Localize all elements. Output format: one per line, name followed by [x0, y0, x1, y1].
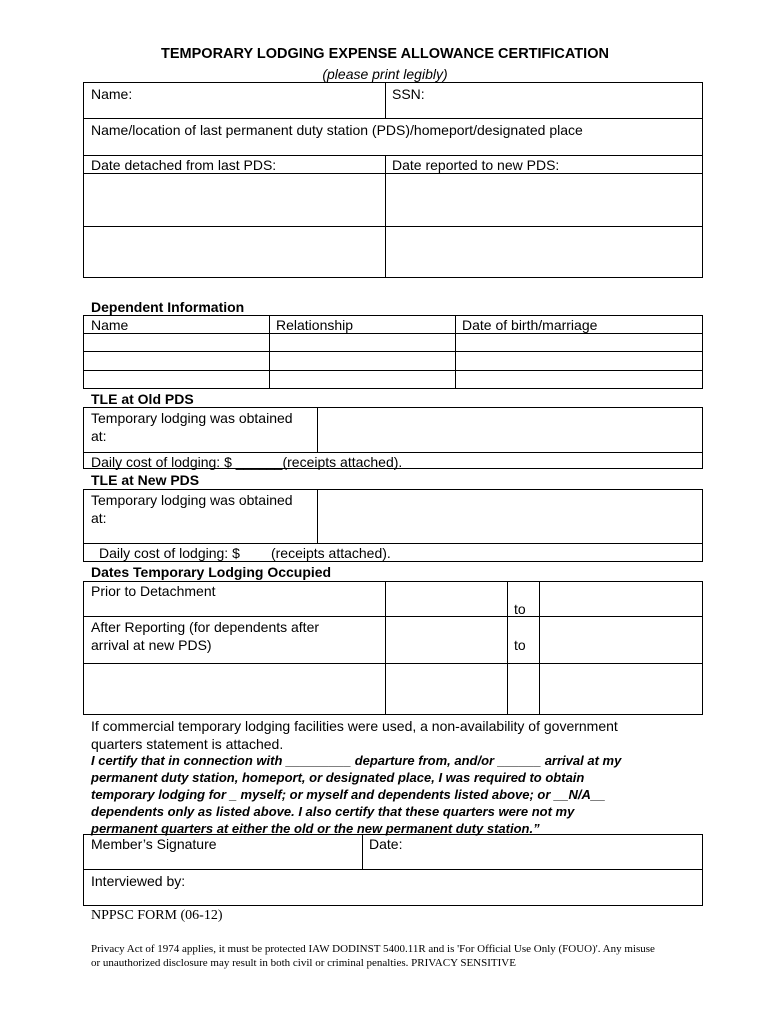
- tle-new-lodging-label: Temporary lodging was obtained: [91, 492, 293, 508]
- form-subtitle: (please print legibly): [322, 66, 448, 82]
- tle-old-lodging-label: Temporary lodging was obtained: [91, 410, 293, 426]
- interviewed-by-field[interactable]: Interviewed by:: [91, 873, 186, 889]
- certification-line-5b: the new permanent duty station.”: [330, 821, 540, 836]
- dependent-info-heading: Dependent Information: [91, 299, 245, 315]
- dates-heading: Dates Temporary Lodging Occupied: [91, 564, 332, 580]
- prior-to-detachment-label: Prior to Detachment: [91, 583, 216, 599]
- tle-old-daily-cost[interactable]: Daily cost of lodging: $ ______(receipts attached).: [91, 454, 403, 470]
- date-detached-field[interactable]: Date detached from last PDS:: [91, 157, 277, 173]
- certification-line-4: dependents only as listed above. I also certify that these quarters were not my: [91, 804, 575, 819]
- signature-date-field[interactable]: Date:: [369, 836, 403, 852]
- pds-location-field[interactable]: Name/location of last permanent duty station (PDS)/homeport/designated place: [91, 122, 583, 138]
- privacy-notice: Privacy Act of 1974 applies, it must be protected IAW DODINST 5400.11R and is 'For Official Use Only (FOUO)'. Any misuse: [91, 943, 655, 955]
- tle-old-heading: TLE at Old PDS: [91, 391, 194, 407]
- dependents-table: [83, 315, 703, 389]
- certification-line-2: permanent duty station, homeport, or designated place, I was required to obtain: [91, 770, 585, 785]
- after-to-label: to: [514, 637, 526, 653]
- dependent-name-header: Name: [91, 317, 129, 333]
- certification-line-1: I certify that in connection with _________ departure from, and/or ______ arrival at my: [91, 753, 622, 768]
- tle-new-daily-cost[interactable]: Daily cost of lodging: $ (receipts attached).: [99, 545, 391, 561]
- non-availability-statement: If commercial temporary lodging facilities were used, a non-availability of government: [91, 718, 618, 734]
- non-availability-statement-2: quarters statement is attached.: [91, 736, 284, 752]
- dependent-dob-header: Date of birth/marriage: [462, 317, 598, 333]
- dependent-relationship-header: Relationship: [276, 317, 354, 333]
- ssn-field[interactable]: SSN:: [392, 86, 425, 102]
- form-number: NPPSC FORM (06-12): [91, 908, 223, 923]
- tle-new-heading: TLE at New PDS: [91, 472, 200, 488]
- form-title: TEMPORARY LODGING EXPENSE ALLOWANCE CERTIFICATION: [161, 46, 609, 62]
- personal-info-table: [83, 82, 703, 278]
- certification-line-5a: permanent quarters at either the old: [91, 821, 318, 836]
- name-field[interactable]: Name:: [91, 86, 133, 102]
- privacy-notice-2: or unauthorized disclosure may result in both civil or criminal penalties. PRIVACY SENSITIVE: [91, 957, 516, 969]
- after-reporting-label: After Reporting (for dependents after: [91, 619, 320, 635]
- prior-to-label: to: [514, 601, 526, 617]
- certification-line-3: temporary lodging for _ myself; or myself and dependents listed above; or __N/A__: [91, 787, 606, 802]
- member-signature-field[interactable]: Member’s Signature: [91, 836, 217, 852]
- certification-or: or: [317, 821, 331, 836]
- date-reported-field[interactable]: Date reported to new PDS:: [392, 157, 560, 173]
- tle-new-lodging-label-at: at:: [91, 510, 107, 526]
- tle-old-lodging-label-at: at:: [91, 428, 107, 444]
- after-reporting-label-2: arrival at new PDS): [91, 637, 212, 653]
